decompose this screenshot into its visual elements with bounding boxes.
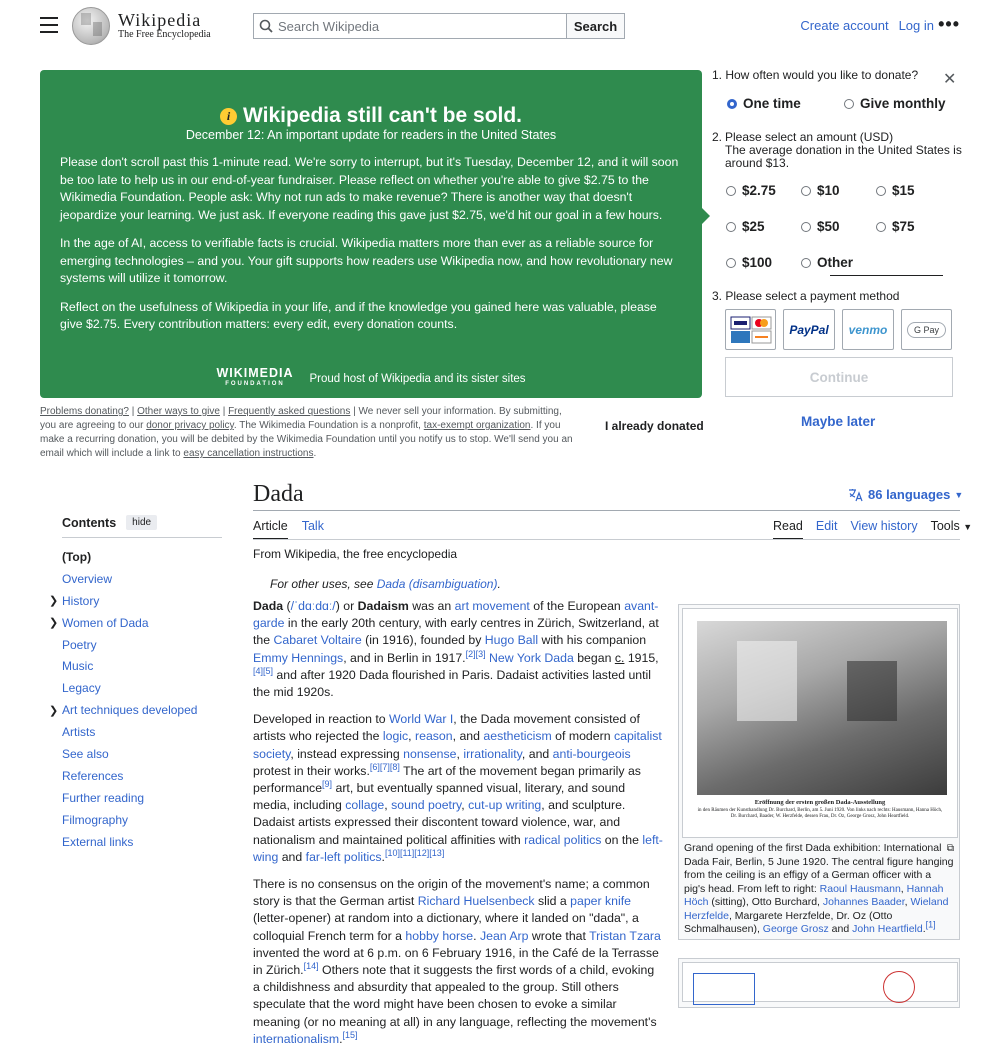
search-box [253,13,625,39]
amount-option[interactable]: $50 [801,219,840,234]
toc-item[interactable]: Poetry [62,637,97,652]
amount-option[interactable]: $15 [876,183,915,198]
logo-tagline: The Free Encyclopedia [118,29,211,40]
continue-button[interactable]: Continue [725,357,953,397]
toc-item[interactable]: Legacy [62,681,101,696]
second-infobox-image [678,958,960,1008]
other-amount-option[interactable]: Other [801,255,853,270]
toc-title: Contents [62,515,117,530]
problems-donating-link[interactable]: Problems donating? [40,406,129,417]
chevron-right-icon[interactable]: ❯ [49,617,59,630]
radio-selected-icon [727,99,737,109]
logo-title: Wikipedia [118,10,202,30]
amount-question-number: 2. [712,130,723,144]
search-button[interactable]: Search [566,14,624,38]
search-icon [254,14,278,38]
info-icon: i [220,108,237,125]
toc-item[interactable]: See also [62,746,109,761]
amount-option[interactable]: $25 [726,219,765,234]
toc-hide-button[interactable]: hide [126,515,157,530]
card-payment-button[interactable] [725,309,776,350]
search-input[interactable] [278,14,566,38]
infobox-image [678,604,960,940]
create-account-link[interactable]: Create account [800,18,889,33]
toc-item[interactable]: (Top) [62,549,92,564]
dada-diagram-image[interactable] [682,962,958,1002]
frequency-question: 1. How often would you like to donate? [712,68,919,82]
other-amount-input[interactable] [830,275,943,276]
toc-item[interactable]: References [62,768,124,783]
banner-pointer [702,208,710,224]
amount-option[interactable]: $100 [726,255,772,270]
close-icon[interactable]: ✕ [943,71,957,88]
language-icon [848,488,864,502]
banner-title: i Wikipedia still can't be sold. [40,104,702,128]
credit-cards-icon [729,315,773,345]
main-menu-button[interactable] [40,17,58,33]
amount-option[interactable]: $10 [801,183,840,198]
tabs-divider [253,539,960,540]
fundraising-banner [40,70,702,398]
site-subtitle: From Wikipedia, the free encyclopedia [253,547,458,561]
banner-subtitle: December 12: An important update for readers in the United States [185,128,557,142]
banner-footer-text: Proud host of Wikipedia and its sister sites [309,373,526,385]
faq-link[interactable]: Frequently asked questions [228,406,351,417]
toc-item[interactable]: ❯ Women of Dada [49,615,149,630]
toc-item[interactable]: Filmography [62,812,129,827]
more-options-icon[interactable]: ••• [938,14,960,34]
payment-question: 3. Please select a payment method [712,289,900,303]
amount-option[interactable]: $2.75 [726,183,776,198]
toc-item[interactable]: ❯ History [49,593,100,608]
enlarge-icon[interactable]: ⧉ [946,843,954,854]
wikimedia-foundation-logo: WIKIMEDIA FOUNDATION [216,366,294,387]
article-paragraph: Dada (/ˈdɑːdɑː/) or Dadaism was an art movement of the European avant-garde in the early 20th century, with early centres in Zürich, Switzerland, at the Cabaret Voltaire (in 1916), founded by Hugo Ball with his companion Emmy Hennings, and in Berlin in 1917.[2][3] New York Dada began c. 1915,[4][5] and after 1920 Dada flourished in Paris. Dadaist activities lasted until the mid 1920s. [253,599,659,700]
hatnote: For other uses, see Dada (disambiguation). [270,577,501,591]
google-pay-button[interactable]: G Pay [901,309,952,350]
disambiguation-link[interactable]: Dada (disambiguation) [376,577,498,591]
other-ways-link[interactable]: Other ways to give [137,406,220,417]
one-time-radio[interactable]: One time [727,96,801,111]
banner-paragraph: In the age of AI, access to verifiable facts is crucial. Wikipedia matters more than ever as a reliable source for emerging technologies – and you. Your gift supports how readers use Wikipedia now, and how revolutionary new systems will utilize it tomorrow. [60,236,673,285]
tab-read[interactable]: Read [773,519,803,540]
languages-button[interactable]: 86 languages ▼ [848,487,963,502]
banner-paragraph: Please don't scroll past this 1-minute read. We're sorry to interrupt, but it's Tuesday, December 12, and it will soon be too late to help us in our end-of-year fundraiser. Please reflect on whether you're able to give $2.75 to the Wikimedia Foundation. People ask: Why not run ads to make revenue? There is another way that doesn't jeopardize your learning. We just ask. If everyone reading this gave just $2.75, we'd hit our goal in a few hours. [60,155,679,222]
toc-item[interactable]: Music [62,659,94,674]
venmo-button[interactable]: venmo [842,309,894,350]
title-divider [253,510,960,511]
wikipedia-logo[interactable] [72,7,211,45]
chevron-down-icon: ▼ [954,489,964,500]
tax-exempt-link[interactable]: tax-exempt organization [423,420,531,431]
donation-fineprint: Problems donating? | Other ways to give | Frequently asked questions | We never sell your information. By submitting, you are agreeing to our donor privacy policy. The Wikimedia Foundation is a nonprofit, tax-exempt organization. If you make a recurring donation, you will be debited by the Wikimedia Foundation until you notify us to stop. We'll send you an email which will include a link to easy cancellation instructions. [40,406,573,459]
tab-talk[interactable]: Talk [301,519,324,533]
tab-edit[interactable]: Edit [815,519,838,533]
amount-option[interactable]: $75 [876,219,915,234]
table-of-contents [49,515,222,852]
tab-view-history[interactable]: View history [850,519,918,533]
radio-icon [844,99,854,109]
article-paragraph: There is no consensus on the origin of the movement's name; a common story is that the German artist Richard Huelsenbeck slid a paper knife (letter-opener) at random into a dictionary, where it landed on "dada", a colloquial French term for a hobby horse. Jean Arp wrote that Tristan Tzara invented the word at 6 p.m. on 6 February 1916, in the Café de la Terrasse in Zürich.[14] Others note that it suggests the first words of a child, evoking a childishness and absurdity that appealed to the group. Still others speculate that the word might have been chosen to evoke a similar meaning (or no meaning at all) in any language, reflecting the movement's internationalism.[15] [253,877,661,1046]
average-donation-note: The average donation in the United States is around $13. [725,143,962,170]
banner-paragraph: Reflect on the usefulness of Wikipedia in your life, and if the knowledge you gained here was valuable, please give $2.75. Every contribution matters: every edit, every donation counts. [60,299,657,331]
already-donated-button[interactable]: I already donated [605,419,704,433]
amount-question: Please select an amount (USD) [725,130,894,144]
toc-item[interactable]: ❯ Art techniques developed [49,703,198,718]
article-body [253,598,663,1058]
paypal-button[interactable]: PayPal [783,309,835,350]
toc-item[interactable]: Overview [62,571,113,586]
cancellation-link[interactable]: easy cancellation instructions [183,448,314,459]
chevron-right-icon[interactable]: ❯ [49,704,59,717]
toc-item[interactable]: Further reading [62,790,145,805]
log-in-link[interactable]: Log in [898,18,934,33]
privacy-policy-link[interactable]: donor privacy policy [146,420,234,431]
wikipedia-globe-icon [72,7,110,45]
toc-item[interactable]: Artists [62,725,96,740]
maybe-later-button[interactable]: Maybe later [801,414,876,429]
article-paragraph: Developed in reaction to World War I, the Dada movement consisted of artists who rejected the logic, reason, and aestheticism of modern capitalist society, instead expressing nonsense, irrationality, and anti-bourgeois protest in their works.[6][7][8] The art of the movement began primarily as performance[9] art, but eventually spanned visual, literary, and sound media, including collage, sound poetry, cut-up writing, and sculpture. Dadaist artists expressed their discontent toward violence, war, and nationalism and maintained political affinities with radical politics on the left-wing and far-left politics.[10][11][12][13] [253,712,663,864]
monthly-radio[interactable]: Give monthly [844,96,946,111]
page-title: Dada [253,481,304,507]
tools-menu[interactable]: Tools ▼ [930,519,973,533]
dada-fair-photo[interactable]: Eröffnung der ersten großen Dada-Ausstellung in den Räumen der Kunsthandlung Dr. Burchard, Berlin, am 5. Juni 1920. Von links nach rechts: Hausmann, Hanna Höch, Dr. Burchard, Baader, W. Herzfelde, dessen Frau, Dr. Oz, George Grosz, John Heartfield. [682,608,958,838]
toc-item[interactable]: External links [62,834,134,849]
image-caption: ⧉ Grand opening of the first Dada exhibition: International Dada Fair, Berlin, 5 June 1920. The central figure hanging from the ceiling is an effigy of a German officer with a pig's head. From left to right: Raoul Hausmann, Hannah Höch (sitting), Otto Burchard, Johannes Baader, Wieland Herzfelde, Margarete Herzfelde, Dr. Oz (Otto Schmalhausen), George Grosz and John Heartfield.[1] [684,842,954,935]
chevron-down-icon: ▼ [963,522,973,532]
tab-article[interactable]: Article [253,519,288,540]
chevron-right-icon[interactable]: ❯ [49,595,59,608]
